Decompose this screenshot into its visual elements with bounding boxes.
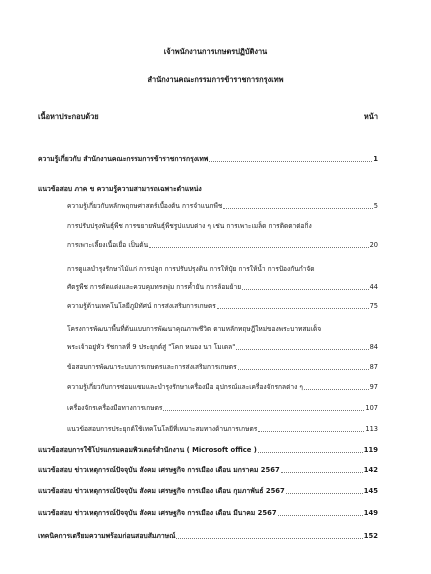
toc-entry-label: พระเจ้าอยู่หัว รัชกาลที่ 9 ประยุกต์สู่ "โคก หนอง นา โมเดล": [67, 343, 236, 351]
toc-entry: [38, 532, 378, 541]
leader-dots: [176, 537, 362, 539]
toc-entry-page: 142: [363, 466, 378, 474]
toc-entry-label: ความรู้เกี่ยวกับหลักพฤกษศาสตร์เบื้องต้น การจำแนกพืช: [67, 202, 223, 210]
toc-entry-label: ความรู้เกี่ยวกับการซ่อมแซมและบำรุงรักษาเครื่องมือ อุปกรณ์และเครื่องจักรกลต่าง ๆ: [67, 383, 303, 391]
toc-entry-label: แนวข้อสอบ ข่าวเหตุการณ์ปัจจุบัน สังคม เศรษฐกิจ การเมือง เดือน กุมภาพันธ์ 2567: [38, 487, 285, 495]
leader-dots: [258, 430, 364, 432]
toc-entry-page: 119: [363, 446, 378, 454]
toc-entry: [67, 283, 378, 292]
toc-entry-label: เทคนิคการเตรียมความพร้อมก่อนสอบสัมภาษณ์: [38, 532, 176, 540]
section-heading: แนวข้อสอบ ภาค ข ความรู้ความสามารถเฉพาะตำแหน่ง: [38, 185, 202, 193]
toc-entry: [67, 363, 378, 372]
toc-entry-line: โครงการพัฒนาพื้นที่ต้นแบบการพัฒนาคุณภาพชีวิต ตามหลักทฤษฎีใหม่ของพระบาทสมเด็จ: [67, 325, 322, 333]
toc-entry-page: 145: [363, 487, 378, 495]
toc-entry: [38, 155, 378, 164]
toc-entry: [67, 404, 378, 413]
toc-entry-page: 97: [369, 383, 378, 391]
leader-dots: [238, 368, 369, 370]
toc-entry: [67, 383, 378, 392]
toc-entry-page: 149: [363, 509, 378, 517]
toc-entry-label: แนวข้อสอบ ข่าวเหตุการณ์ปัจจุบัน สังคม เศรษฐกิจ การเมือง เดือน มีนาคม 2567: [38, 509, 277, 517]
toc-entry-label: ศัตรูพืช การตัดแต่งและควบคุมทรงพุ่ม การค้ำยัน การล้อมย้าย: [67, 283, 242, 291]
toc-entry: [67, 241, 378, 250]
toc-entry-page: 75: [369, 302, 378, 310]
toc-entry: [38, 487, 378, 496]
toc-entry: [67, 343, 378, 352]
toc-entry-page: 44: [369, 283, 378, 291]
leader-dots: [223, 207, 372, 209]
leader-dots: [242, 288, 369, 290]
toc-entry-label: การเพาะเลี้ยงเนื้อเยื่อ เป็นต้น: [67, 241, 149, 249]
toc-entry-label: แนวข้อสอบการประยุกต์ใช้เทคโนโลยีที่เหมาะสมทางด้านการเกษตร: [67, 425, 258, 433]
toc-header: [38, 111, 378, 123]
toc-entry-label: ข้อสอบการพัฒนาระบบการเกษตรและการส่งเสริมการเกษตร: [67, 363, 237, 371]
leader-dots: [281, 471, 363, 473]
leader-dots: [304, 388, 369, 390]
leader-dots: [236, 348, 368, 350]
toc-entry-label: แนวข้อสอบการใช้โปรแกรมคอมพิวเตอร์สำนักงาน ( Microsoft office ): [38, 446, 257, 454]
leader-dots: [217, 307, 369, 309]
leader-dots: [258, 451, 363, 453]
toc-entry: [38, 509, 378, 518]
document-subtitle: สำนักงานคณะกรรมการข้าราชการกรุงเทพ: [147, 75, 284, 84]
leader-dots: [209, 160, 372, 162]
leader-dots: [278, 514, 363, 516]
document-title: เจ้าพนักงานการเกษตรปฏิบัติงาน: [163, 47, 268, 56]
leader-dots: [286, 492, 363, 494]
toc-entry: [67, 302, 378, 311]
toc-entry-line: การดูแลบำรุงรักษาไม้แก่ การปลูก การปรับปรุงดิน การให้ปุ๋ย การให้น้ำ การป้องกันกำจัด: [67, 265, 315, 273]
toc-entry-label: ความรู้เกี่ยวกับ สำนักงานคณะกรรมการข้าราชการกรุงเทพ: [38, 155, 209, 163]
leader-dots: [149, 246, 369, 248]
toc-entry-page: 107: [365, 404, 378, 412]
toc-entry-page: 113: [365, 425, 378, 433]
toc-entry-label: เครื่องจักรเครื่องมือทางการเกษตร: [67, 404, 163, 412]
toc-entry-page: 20: [369, 241, 378, 249]
toc-entry: [67, 425, 378, 434]
toc-entry: [38, 446, 378, 455]
toc-entry-label: แนวข้อสอบ ข่าวเหตุการณ์ปัจจุบัน สังคม เศรษฐกิจ การเมือง เดือน มกราคม 2567: [38, 466, 280, 474]
leader-dots: [163, 409, 364, 411]
toc-entry: [38, 466, 378, 475]
toc-entry-line: การปรับปรุงพันธุ์พืช การขยายพันธุ์พืชรูปแบบต่าง ๆ เช่น การเพาะเมล็ด การติดตาต่อกิ่ง: [67, 222, 312, 230]
toc-entry-page: 87: [369, 363, 378, 371]
toc-entry-page: 84: [369, 343, 378, 351]
toc-header-contents: เนื้อหาประกอบด้วย: [38, 112, 99, 121]
toc-entry-page: 5: [373, 202, 378, 210]
toc-entry-page: 152: [363, 532, 378, 540]
toc-entry-label: ความรู้ด้านเทคโนโลยีภูมิทัศน์ การส่งเสริมการเกษตร: [67, 302, 216, 310]
toc-entry-page: 1: [373, 155, 378, 163]
toc-entry: [67, 202, 378, 211]
toc-header-page: หน้า: [363, 112, 378, 121]
